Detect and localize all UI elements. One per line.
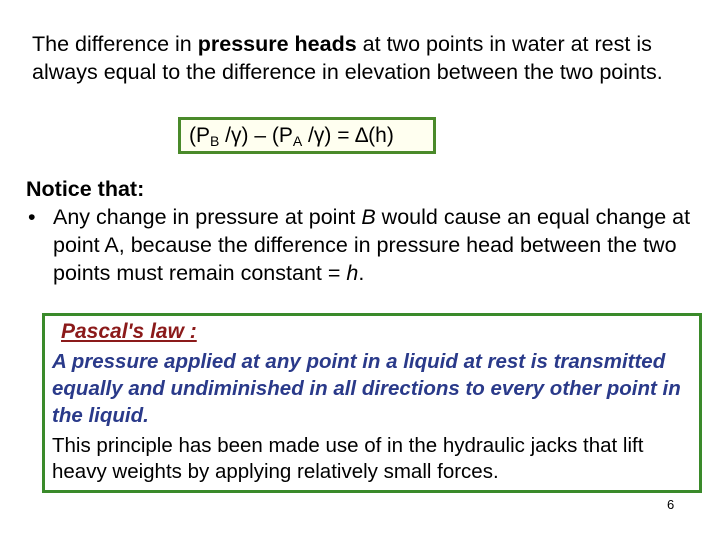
bullet-point-b: B <box>361 205 376 229</box>
bullet-text-part-2: would cause an equal change at point A, because the difference in pressure head between the two points must remain constant = <box>53 205 691 285</box>
bullet-text-part-3: . <box>358 261 365 285</box>
formula-sub-b: B <box>210 133 220 149</box>
notice-heading: Notice that: <box>26 177 145 201</box>
bullet-text <box>53 203 703 287</box>
pascal-law-statement: A pressure applied at any point in a liquid at rest is transmitted equally and undiminished in all directions to every other point in the liquid. <box>52 350 681 427</box>
intro-paragraph <box>32 30 702 86</box>
pressure-head-formula <box>178 117 436 154</box>
formula-sub-a: A <box>292 133 303 149</box>
intro-text-start: The difference in <box>32 32 198 56</box>
intro-bold-term: pressure heads <box>197 32 357 56</box>
formula-part-2: /γ) – (P <box>219 124 293 147</box>
intro-text-end: at two points in water at rest is always equal to the difference in elevation between the two points. <box>32 32 663 84</box>
bullet-text-part-1: Any change in pressure at point <box>53 205 362 229</box>
pascal-law-application: This principle has been made use of in the hydraulic jacks that lift heavy weights by applying relatively small forces. <box>52 434 644 483</box>
pascal-law-title: Pascal's law : <box>61 320 197 343</box>
page-number: 6 <box>667 497 675 512</box>
formula-part-3: /γ) = ∆(h) <box>302 124 394 147</box>
formula-part-1: (P <box>189 124 210 147</box>
bullet-dot: • <box>28 205 36 229</box>
bullet-h: h <box>346 261 359 285</box>
